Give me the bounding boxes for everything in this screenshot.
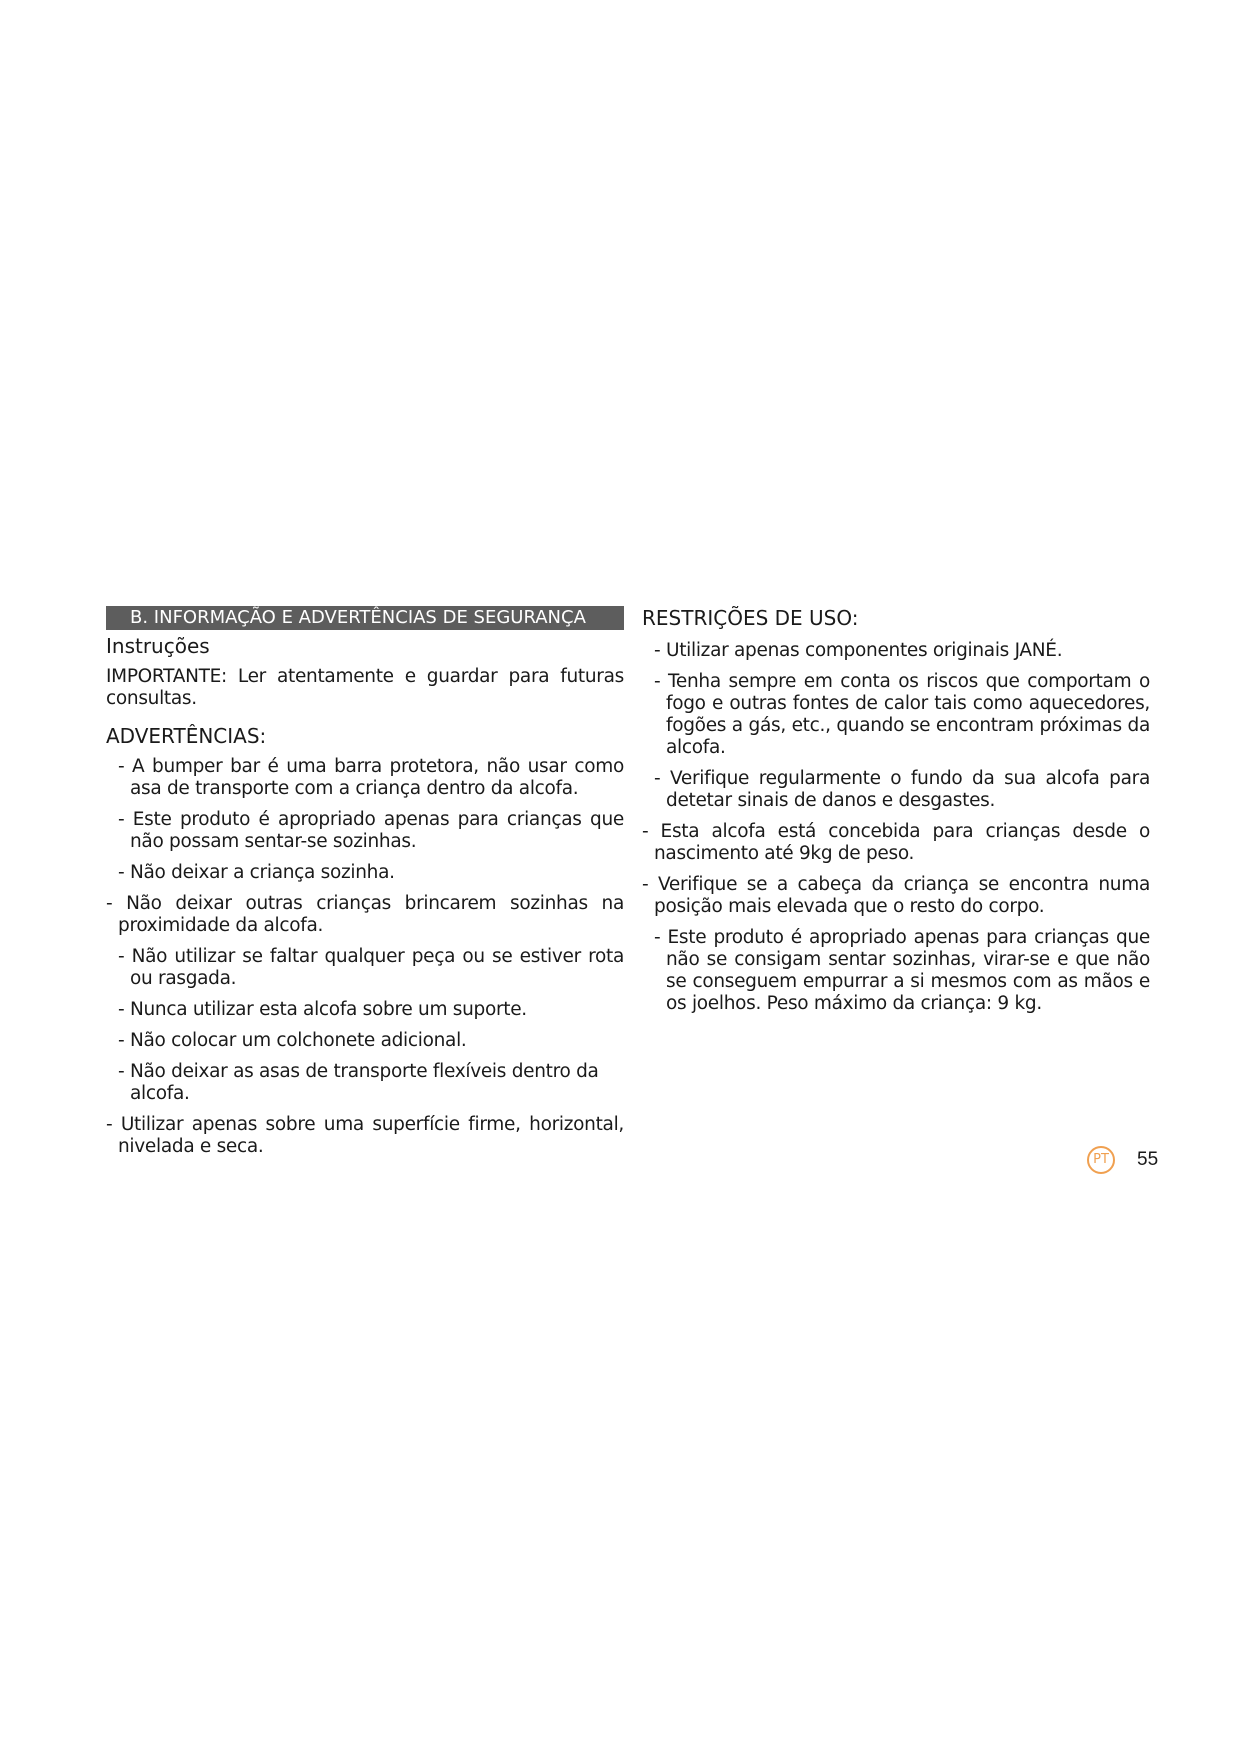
restriction-item: - Verifique se a cabeça da criança se encontra numa posição mais elevada que o resto do corpo. [642,874,1150,917]
warning-item: - Nunca utilizar esta alcofa sobre um suporte. [118,999,527,1020]
warning-item: - Não deixar outras crianças brincarem sozinhas na proximidade da alcofa. [106,893,624,936]
warning-item: - A bumper bar é uma barra protetora, não usar como asa de transporte com a criança dentro da alcofa. [118,756,624,799]
section-header: B. INFORMAÇÃO E ADVERTÊNCIAS DE SEGURANÇA [106,606,624,630]
warning-item: - Este produto é apropriado apenas para crianças que não possam sentar-se sozinhas. [118,809,624,852]
page-number: 55 [1137,1149,1159,1170]
important-note: IMPORTANTE: Ler atentamente e guardar para futuras consultas. [106,666,624,709]
right-column [642,606,1150,1024]
restriction-item: - Verifique regularmente o fundo da sua alcofa para detetar sinais de danos e desgastes. [654,768,1150,811]
warning-item: - Não deixar as asas de transporte flexíveis dentro da alcofa. [118,1061,599,1104]
restriction-item: - Tenha sempre em conta os riscos que comportam o fogo e outras fontes de calor tais como aquecedores, fogões a gás, etc., quando se encontram próximas da alcofa. [654,671,1150,758]
warning-item: - Não colocar um colchonete adicional. [118,1030,467,1051]
language-badge: PT [1087,1146,1115,1174]
restriction-item: - Utilizar apenas componentes originais JANÉ. [654,640,1063,661]
page-footer [1087,1146,1158,1174]
instructions-title: Instruções [106,634,210,658]
warning-item: - Utilizar apenas sobre uma superfície firme, horizontal, nivelada e seca. [106,1114,624,1157]
restriction-item: - Este produto é apropriado apenas para crianças que não se consigam sentar sozinhas, virar-se e que não se conseguem empurrar a si mesmos com as mãos e os joelhos. Peso máximo da criança: 9 kg. [654,927,1150,1014]
restrictions-title: RESTRIÇÕES DE USO: [642,606,859,630]
warning-item: - Não utilizar se faltar qualquer peça ou se estiver rota ou rasgada. [118,946,624,989]
restriction-item: - Esta alcofa está concebida para crianças desde o nascimento até 9kg de peso. [642,821,1150,864]
warning-item: - Não deixar a criança sozinha. [118,862,395,883]
left-column [106,606,624,1167]
warnings-title: ADVERTÊNCIAS: [106,724,267,748]
